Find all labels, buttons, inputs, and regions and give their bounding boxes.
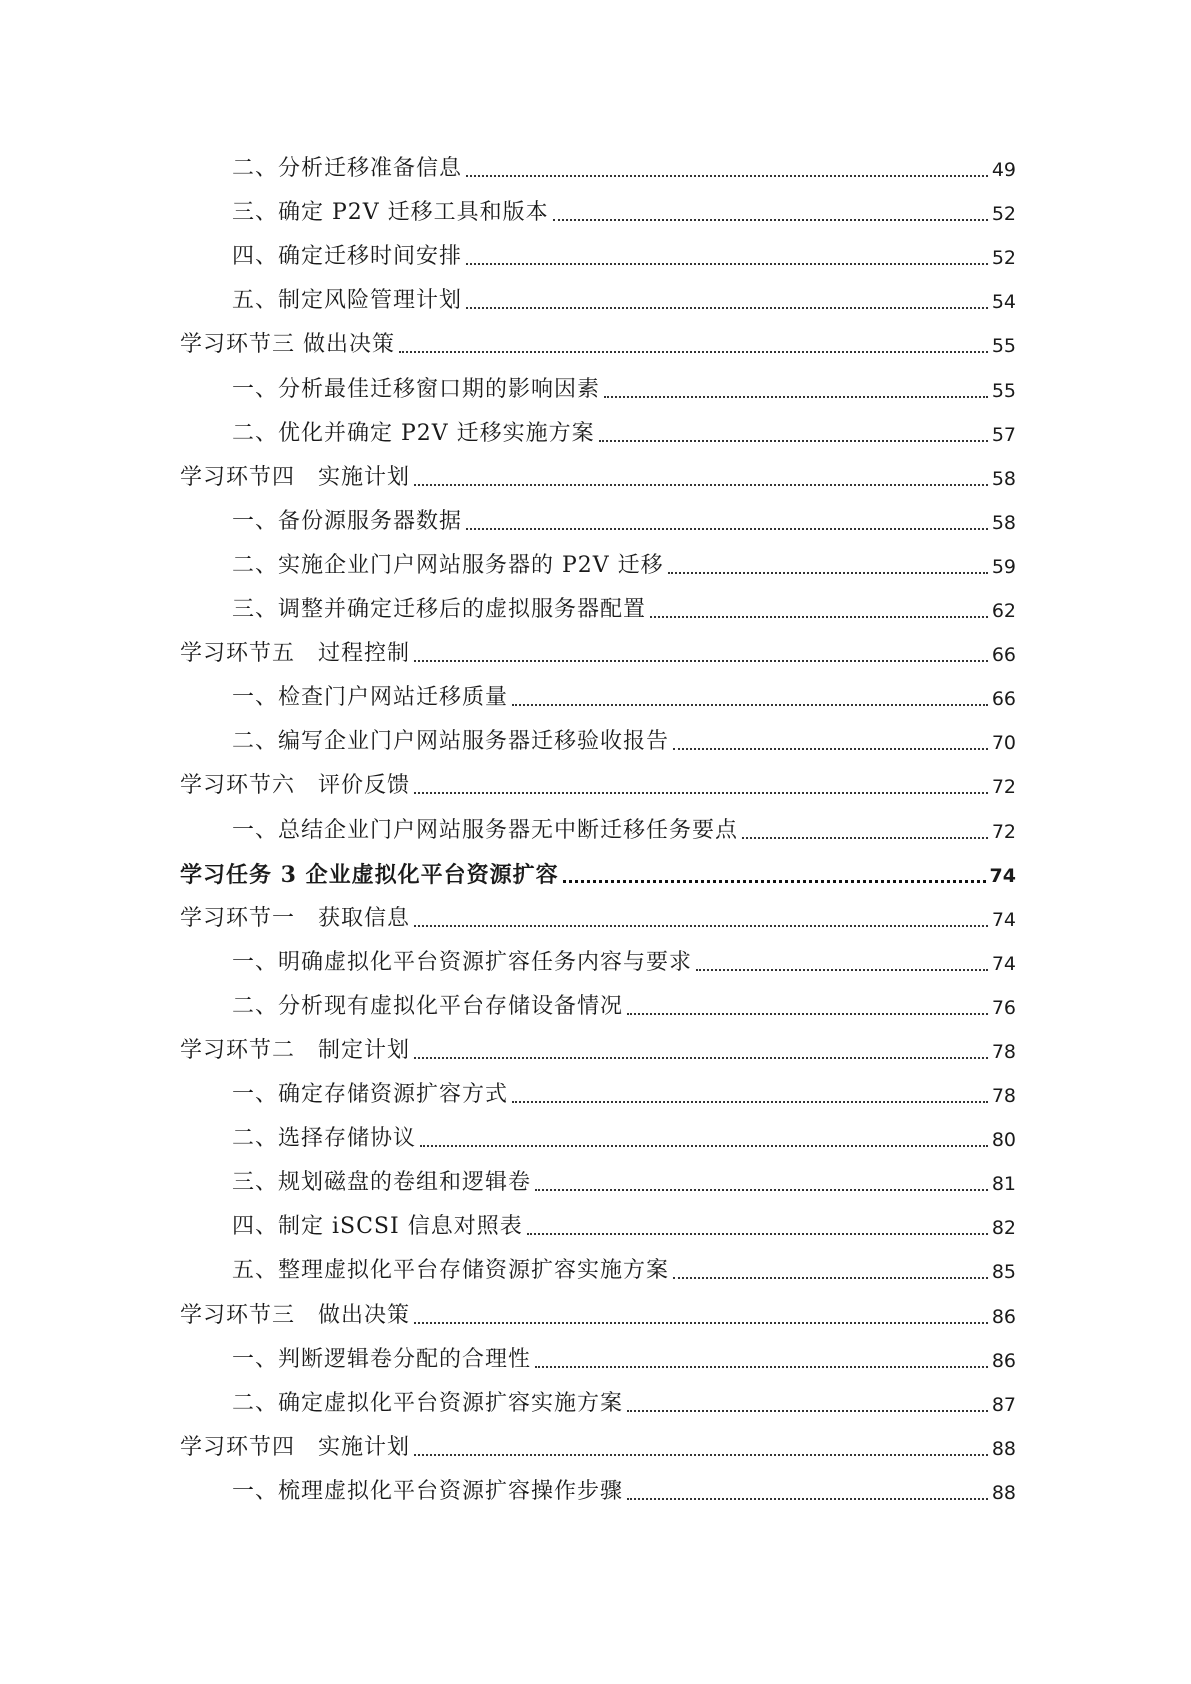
toc-subsection[interactable]	[0, 195, 1191, 239]
toc-subsection[interactable]	[0, 724, 1191, 768]
toc-page-number: 81	[991, 1173, 1016, 1196]
toc-page-number: 54	[991, 291, 1016, 314]
dot-leader	[466, 528, 988, 530]
toc-subsection[interactable]	[0, 1077, 1191, 1121]
toc-entry-title: 学习环节三 做出决策	[180, 1302, 411, 1328]
toc-page-number: 55	[991, 379, 1016, 402]
table-of-contents	[0, 151, 1191, 1518]
toc-page-number: 78	[991, 1040, 1016, 1063]
dot-leader	[563, 880, 986, 883]
dot-leader	[599, 440, 988, 442]
dot-leader	[512, 704, 988, 706]
toc-subsection[interactable]	[0, 1209, 1191, 1253]
dot-leader	[414, 484, 988, 486]
toc-entry-title: 学习环节一 获取信息	[180, 905, 411, 931]
toc-entry-title: 二、编写企业门户网站服务器迁移验收报告	[232, 729, 670, 755]
toc-subsection[interactable]	[0, 504, 1191, 548]
toc-subsection[interactable]	[0, 239, 1191, 283]
toc-entry-title: 五、制定风险管理计划	[232, 288, 463, 314]
toc-page-number: 62	[991, 600, 1016, 623]
dot-leader	[627, 1410, 988, 1412]
toc-page-number: 52	[991, 203, 1016, 226]
toc-page-number: 76	[991, 996, 1016, 1019]
toc-entry-title: 一、确定存储资源扩容方式	[232, 1082, 509, 1108]
toc-page-number: 72	[991, 776, 1016, 799]
toc-page-number: 66	[991, 688, 1016, 711]
dot-leader	[414, 1454, 988, 1456]
toc-page-number: 74	[991, 908, 1016, 931]
toc-subsection[interactable]	[0, 989, 1191, 1033]
toc-page-number: 86	[991, 1349, 1016, 1372]
dot-leader	[668, 572, 988, 574]
toc-page-number: 88	[991, 1437, 1016, 1460]
toc-entry-title: 二、分析迁移准备信息	[232, 156, 463, 182]
toc-entry-title: 一、备份源服务器数据	[232, 508, 463, 534]
dot-leader	[535, 1366, 988, 1368]
toc-entry-title: 学习环节三 做出决策	[180, 332, 395, 358]
toc-subsection[interactable]	[0, 1165, 1191, 1209]
toc-page-number: 74	[989, 864, 1016, 887]
dot-leader	[414, 925, 988, 927]
toc-entry-title: 一、总结企业门户网站服务器无中断迁移任务要点	[232, 817, 739, 843]
dot-leader	[399, 351, 988, 353]
toc-section[interactable]	[0, 901, 1191, 945]
dot-leader	[627, 1013, 988, 1015]
toc-entry-title: 二、优化并确定 P2V 迁移实施方案	[232, 420, 595, 446]
toc-section[interactable]	[0, 460, 1191, 504]
dot-leader	[527, 1233, 988, 1235]
dot-leader	[650, 616, 988, 618]
toc-subsection[interactable]	[0, 548, 1191, 592]
toc-entry-title: 一、分析最佳迁移窗口期的影响因素	[232, 376, 601, 402]
toc-subsection[interactable]	[0, 1121, 1191, 1165]
dot-leader	[604, 396, 988, 398]
toc-subsection[interactable]	[0, 592, 1191, 636]
toc-entry-title: 二、实施企业门户网站服务器的 P2V 迁移	[232, 552, 664, 578]
dot-leader	[414, 660, 988, 662]
dot-leader	[466, 175, 988, 177]
toc-entry-title: 学习环节四 实施计划	[180, 464, 411, 490]
dot-leader	[553, 219, 988, 221]
toc-page-number: 80	[991, 1129, 1016, 1152]
toc-entry-title: 一、梳理虚拟化平台资源扩容操作步骤	[232, 1478, 624, 1504]
toc-section[interactable]	[0, 1033, 1191, 1077]
dot-leader	[696, 969, 988, 971]
toc-entry-title: 学习环节二 制定计划	[180, 1037, 411, 1063]
toc-subsection[interactable]	[0, 416, 1191, 460]
toc-page-number: 58	[991, 511, 1016, 534]
toc-page-number: 88	[991, 1481, 1016, 1504]
toc-subsection[interactable]	[0, 371, 1191, 415]
dot-leader	[673, 748, 988, 750]
toc-task-heading[interactable]	[0, 857, 1191, 901]
dot-leader	[673, 1277, 988, 1279]
toc-subsection[interactable]	[0, 151, 1191, 195]
toc-section[interactable]	[0, 768, 1191, 812]
toc-entry-title: 四、确定迁移时间安排	[232, 244, 463, 270]
toc-page-number: 82	[991, 1217, 1016, 1240]
toc-subsection[interactable]	[0, 945, 1191, 989]
dot-leader	[742, 837, 988, 839]
toc-page-number: 55	[991, 335, 1016, 358]
dot-leader	[466, 307, 988, 309]
toc-page-number: 78	[991, 1085, 1016, 1108]
toc-entry-title: 四、制定 iSCSI 信息对照表	[232, 1214, 523, 1240]
toc-page-number: 72	[991, 820, 1016, 843]
toc-page-number: 49	[991, 159, 1016, 182]
dot-leader	[414, 1057, 988, 1059]
dot-leader	[512, 1101, 988, 1103]
toc-page-number: 59	[991, 555, 1016, 578]
toc-page-number: 58	[991, 467, 1016, 490]
dot-leader	[466, 263, 988, 265]
toc-subsection[interactable]	[0, 812, 1191, 856]
toc-section[interactable]	[0, 1430, 1191, 1474]
toc-section[interactable]	[0, 636, 1191, 680]
toc-entry-title: 学习环节六 评价反馈	[180, 773, 411, 799]
toc-entry-title: 二、分析现有虚拟化平台存储设备情况	[232, 993, 624, 1019]
toc-subsection[interactable]	[0, 283, 1191, 327]
dot-leader	[414, 792, 988, 794]
toc-subsection[interactable]	[0, 1474, 1191, 1518]
toc-entry-title: 五、整理虚拟化平台存储资源扩容实施方案	[232, 1258, 670, 1284]
toc-subsection[interactable]	[0, 1342, 1191, 1386]
toc-page-number: 85	[991, 1261, 1016, 1284]
toc-entry-title: 一、明确虚拟化平台资源扩容任务内容与要求	[232, 949, 693, 975]
toc-page-number: 86	[991, 1305, 1016, 1328]
toc-entry-title: 一、判断逻辑卷分配的合理性	[232, 1346, 532, 1372]
toc-page-number: 66	[991, 644, 1016, 667]
toc-subsection[interactable]	[0, 1386, 1191, 1430]
toc-entry-title: 学习环节五 过程控制	[180, 641, 411, 667]
toc-page-number: 87	[991, 1393, 1016, 1416]
toc-page-number: 70	[991, 732, 1016, 755]
toc-subsection[interactable]	[0, 680, 1191, 724]
toc-entry-title: 三、调整并确定迁移后的虚拟服务器配置	[232, 597, 647, 623]
toc-entry-title: 三、规划磁盘的卷组和逻辑卷	[232, 1170, 532, 1196]
toc-entry-title: 一、检查门户网站迁移质量	[232, 685, 509, 711]
toc-entry-title: 学习环节四 实施计划	[180, 1434, 411, 1460]
dot-leader	[414, 1322, 988, 1324]
toc-page-number: 52	[991, 247, 1016, 270]
toc-entry-title: 学习任务 3 企业虚拟化平台资源扩容	[180, 861, 559, 888]
toc-entry-title: 三、确定 P2V 迁移工具和版本	[232, 200, 549, 226]
dot-leader	[627, 1498, 988, 1500]
toc-section[interactable]	[0, 327, 1191, 371]
toc-section[interactable]	[0, 1297, 1191, 1341]
dot-leader	[420, 1145, 988, 1147]
toc-page-number: 57	[991, 423, 1016, 446]
toc-subsection[interactable]	[0, 1253, 1191, 1297]
toc-entry-title: 二、选择存储协议	[232, 1126, 417, 1152]
dot-leader	[535, 1189, 988, 1191]
toc-page-number: 74	[991, 952, 1016, 975]
toc-entry-title: 二、确定虚拟化平台资源扩容实施方案	[232, 1390, 624, 1416]
